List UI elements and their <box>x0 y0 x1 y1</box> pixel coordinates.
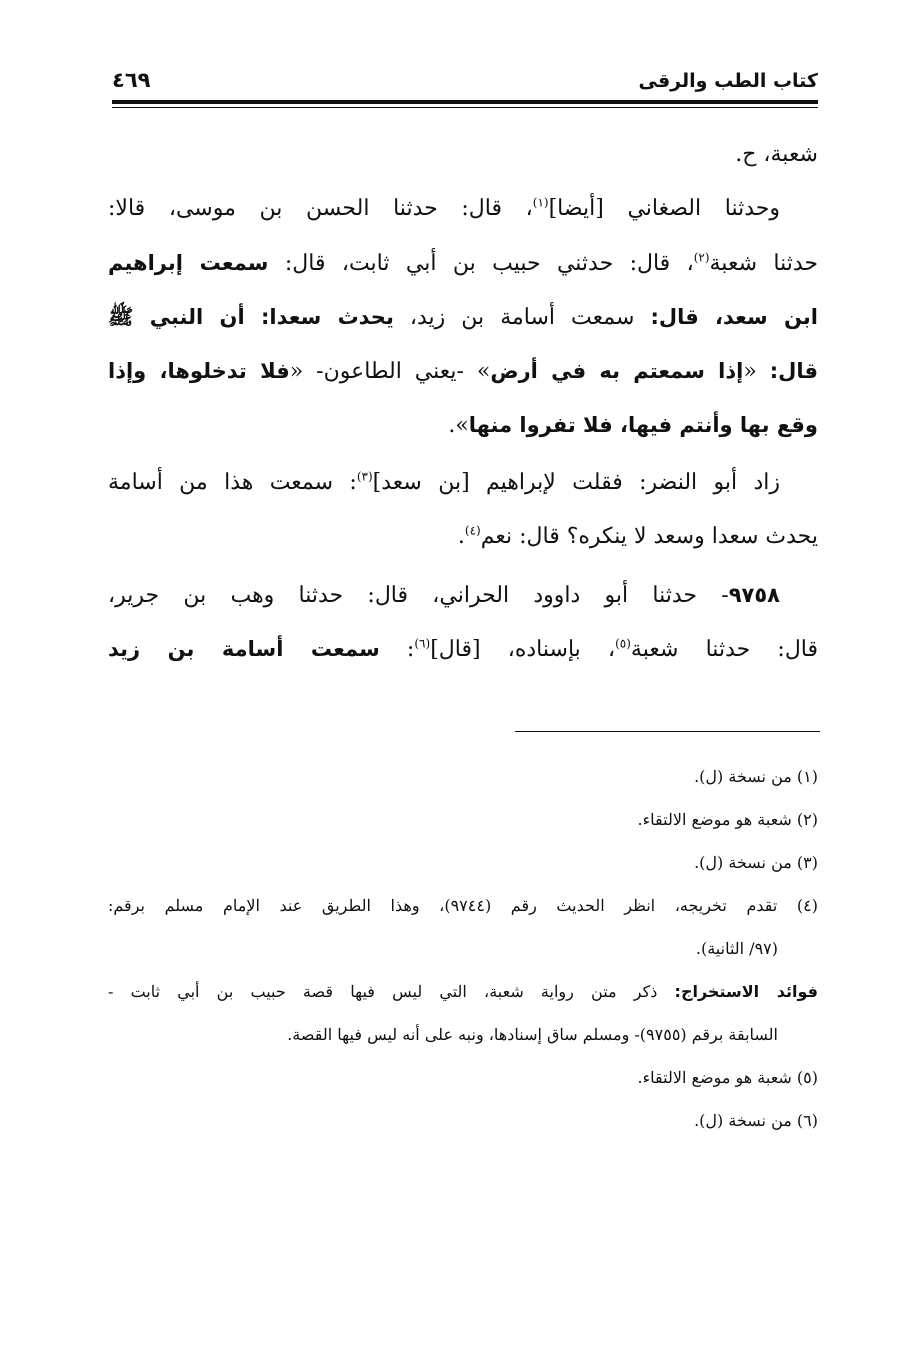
text-line-1 <box>108 128 818 182</box>
text-span: » -يعني الطاعون- « <box>289 359 491 384</box>
text-line-5 <box>108 344 818 398</box>
footnote-ref: (٤) <box>464 523 481 538</box>
footnote-4-cont: (٩٧/ الثانية). <box>695 939 778 958</box>
footnote-5: (٥) شعبة هو موضع الالتقاء. <box>637 1068 818 1087</box>
footnotes <box>108 755 818 1142</box>
text-span: قال: حدثنا شعبة <box>630 637 818 662</box>
bold-span: سمعت إبراهيم <box>108 251 269 275</box>
text-span: - حدثنا أبو داوود الحراني، قال: حدثنا وهب بن جرير، <box>108 583 729 608</box>
footnote-ref: (٢) <box>693 250 710 265</box>
text-span: زاد أبو النضر: فقلت لإبراهيم [بن سعد] <box>372 470 781 495</box>
text-line-9 <box>108 568 818 622</box>
footnote-4-benefits <box>108 970 818 1013</box>
text-line-8 <box>108 510 818 564</box>
page-header <box>112 66 818 96</box>
bold-span: يحدث سعدا: أن النبي ﷺ <box>108 305 394 329</box>
bold-span: إذا سمعتم به في أرض <box>490 359 744 383</box>
footnote-2: (٢) شعبة هو موضع الالتقاء. <box>637 810 818 829</box>
footnote-6: (٦) من نسخة (ل). <box>694 1111 818 1130</box>
footnote-ref: (٦) <box>414 636 431 651</box>
bold-span: سمعت أسامة بن زيد <box>108 637 380 661</box>
footnote-ref: (٥) <box>615 636 631 651</box>
text-span: « <box>743 359 770 384</box>
page-number: ٤٦٩ <box>112 68 151 92</box>
bold-span: قال: <box>769 359 818 383</box>
main-text <box>108 128 818 676</box>
header-rule-thin <box>112 107 818 108</box>
hadith-number: ٩٧٥٨ <box>728 583 780 607</box>
text-line-2 <box>108 182 818 236</box>
text-span: : <box>379 637 415 662</box>
footnote-4: (٤) تقدم تخريجه، انظر الحديث رقم (٩٧٤٤)، وهذا الطريق عند الإمام مسلم برقم: <box>108 896 818 915</box>
text-line-10 <box>108 622 818 676</box>
text-span: سمعت أسامة بن زيد، <box>393 305 651 330</box>
footnote-4-benefits-cont: السابقة برقم (٩٧٥٥)- ومسلم ساق إسنادها، ونبه على أنه ليس فيها القصة. <box>287 1025 778 1044</box>
footnote-ref: (١) <box>532 195 549 210</box>
bold-span: فلا تدخلوها، وإذا <box>108 359 290 383</box>
text-line-3 <box>108 236 818 290</box>
footnote-ref: (٣) <box>356 469 373 484</box>
text-line-6 <box>108 398 818 452</box>
text-span: ، قال: حدثنا الحسن بن موسى، قالا: <box>108 196 533 221</box>
footnote-1: (١) من نسخة (ل). <box>694 767 818 786</box>
text-span: ، قال: حدثني حبيب بن أبي ثابت، قال: <box>268 251 694 276</box>
text-span: : سمعت هذا من أسامة <box>108 470 357 495</box>
text-line-7 <box>108 456 818 510</box>
text-span: شعبة، ح. <box>735 142 818 167</box>
footnote-3: (٣) من نسخة (ل). <box>694 853 818 872</box>
text-span: وحدثنا الصغاني [أيضا] <box>548 196 781 221</box>
bold-span: ابن سعد، قال: <box>650 305 818 329</box>
footnote-separator <box>515 731 820 732</box>
header-rule-thick <box>112 100 818 104</box>
text-span: . <box>457 524 465 549</box>
book-title: كتاب الطب والرقى <box>638 70 818 92</box>
text-line-4 <box>108 290 818 344</box>
text-span: حدثنا شعبة <box>709 251 818 276</box>
text-span: ». <box>448 413 469 438</box>
bold-span: فوائد الاستخراج: <box>674 982 818 1001</box>
text-span: ذكر متن رواية شعبة، التي ليس فيها قصة حبيب بن أبي ثابت - <box>108 982 675 1001</box>
bold-span: وقع بها وأنتم فيها، فلا تفروا منها <box>468 413 818 437</box>
text-span: يحدث سعدا وسعد لا ينكره؟ قال: نعم <box>480 524 818 549</box>
text-span: ، بإسناده، [قال] <box>430 637 616 662</box>
